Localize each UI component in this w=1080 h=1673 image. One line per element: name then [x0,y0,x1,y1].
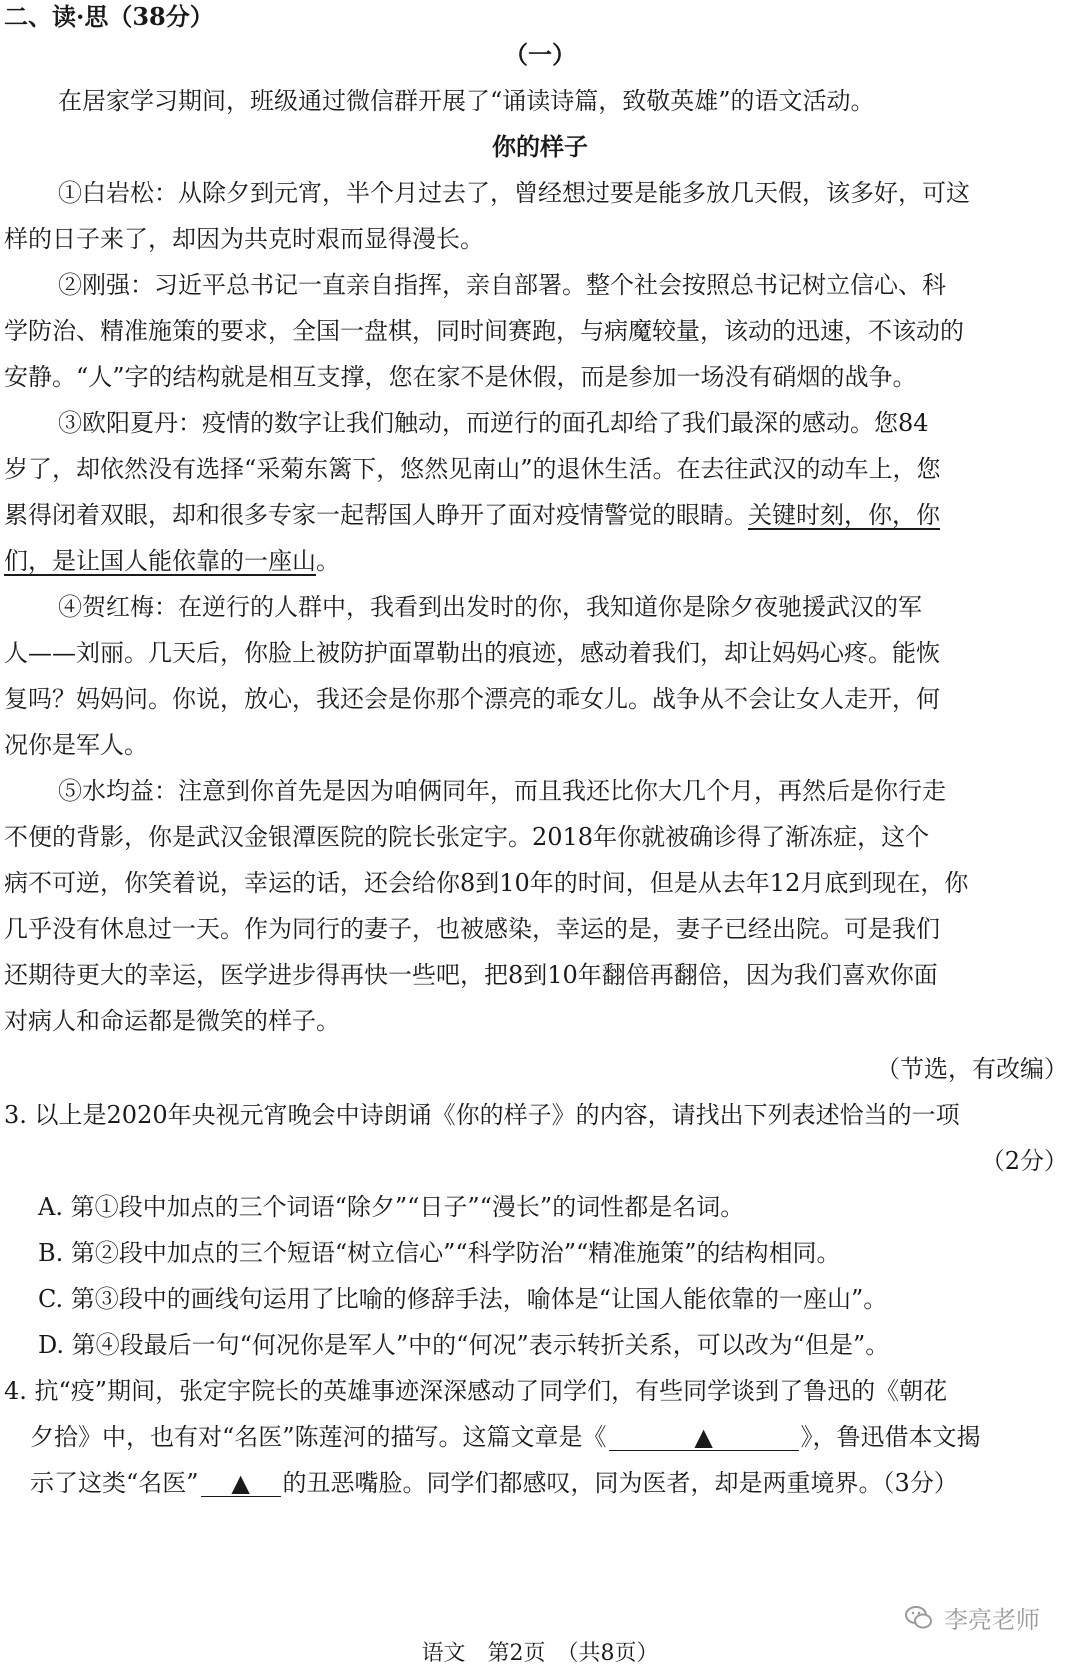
paragraph-3-line: ③欧阳夏丹：疫情的数字让我们触动，而逆行的面孔却给了我们最深的感动。您84 [58,409,929,437]
paragraph-4-line: 人——刘丽。几天后，你脸上被防护面罩勒出的痕迹，感动着我们，却让妈妈心疼。能恢 [4,639,940,667]
paragraph-5-line: ⑤水均益：注意到你首先是因为咱俩同年，而且我还比你大几个月，再然后是你行走 [58,777,946,805]
poem-title: 你的样子 [492,132,588,161]
section-title: 二、读·思（38分） [4,2,214,31]
underlined-sentence: 们，是让国人能依靠的一座山 [4,547,316,575]
question-3-stem: 3. 以上是2020年央视元宵晚会中诗朗诵《你的样子》的内容，请找出下列表述恰当的一项 [4,1101,960,1129]
question-4-line [0,1468,1080,1498]
paragraph-4-line: 况你是军人。 [4,731,148,759]
answer-blank[interactable] [201,1470,281,1497]
paragraph-3-text: 累得闭着双眼，却和很多专家一起帮国人睁开了面对疫情警觉的眼睛。 [4,501,748,529]
watermark [904,1600,1040,1635]
question-3-points: （2分） [980,1147,1068,1175]
option-c: C. 第③段中的画线句运用了比喻的修辞手法，喻体是“让国人能依靠的一座山”。 [38,1285,888,1313]
paragraph-3-line: 岁了，却依然没有选择“采菊东篱下，悠然见南山”的退休生活。在去往武汉的动车上，您 [4,455,941,483]
question-4-text: 的丑恶嘴脸。同学们都感叹，同为医者，却是两重境界。（3分） [282,1469,958,1497]
blank-triangle-marker: ▲ [231,1469,250,1497]
paragraph-2-line: ②刚强：习近平总书记一直亲自指挥，亲自部署。整个社会按照总书记树立信心、科 [58,271,946,299]
paragraph-2-line: 安静。“人”字的结构就是相互支撑，您在家不是休假，而是参加一场没有硝烟的战争。 [4,363,917,391]
question-4-text: 示了这类“名医” [30,1469,199,1497]
source-note: （节选，有改编） [876,1055,1068,1083]
option-a: A. 第①段中加点的三个词语“除夕”“日子”“漫长”的词性都是名词。 [38,1193,745,1221]
paragraph-3-line [0,500,1080,530]
paragraph-4-line: 复吗？妈妈问。你说，放心，我还会是你那个漂亮的乖女儿。战争从不会让女人走开，何 [4,685,940,713]
paragraph-1-line: ①白岩松：从除夕到元宵，半个月过去了，曾经想过要是能多放几天假，该多好，可这 [58,179,970,207]
answer-blank[interactable] [609,1424,799,1451]
paragraph-4-line: ④贺红梅：在逆行的人群中，我看到出发时的你，我知道你是除夕夜驰援武汉的军 [58,593,922,621]
underlined-sentence: 关键时刻，你，你 [748,501,940,529]
paragraph-3-line [0,546,1080,576]
paragraph-5-line: 几乎没有休息过一天。作为同行的妻子，也被感染，幸运的是，妻子已经出院。可是我们 [4,915,940,943]
paragraph-1-line: 样的日子来了，却因为共克时艰而显得漫长。 [4,225,484,253]
paragraph-2-line: 学防治、精准施策的要求，全国一盘棋，同时间赛跑，与病魔较量，该动的迅速，不该动的 [4,317,964,345]
paragraph-5-line: 病不可逆，你笑着说，幸运的话，还会给你8到10年的时间，但是从去年12月底到现在，你 [4,869,969,897]
part-title: （一） [504,40,576,69]
page-footer: 语文 第2页 （共8页） [421,1641,659,1666]
question-4-line [0,1422,1080,1452]
paragraph-5-line: 不便的背影，你是武汉金银潭医院的院长张定宇。2018年你就被确诊得了渐冻症，这个 [4,823,930,851]
question-4-text: 夕拾》中，也有对“名医”陈莲河的描写。这篇文章是《 [30,1423,607,1451]
option-b: B. 第②段中加点的三个短语“树立信心”“科学防治”“精准施策”的结构相同。 [38,1239,841,1267]
wechat-icon [904,1603,934,1633]
paragraph-5-line: 还期待更大的幸运，医学进步得再快一些吧，把8到10年翻倍再翻倍，因为我们喜欢你面 [4,961,938,989]
question-4-line: 4. 抗“疫”期间，张定宇院长的英雄事迹深深感动了同学们，有些同学谈到了鲁迅的《朝花 [4,1377,948,1405]
blank-triangle-marker: ▲ [694,1423,713,1451]
paragraph-3-text: 。 [316,547,340,575]
intro-text: 在居家学习期间，班级通过微信群开展了“诵读诗篇，致敬英雄”的语文活动。 [58,87,875,115]
paragraph-5-line: 对病人和命运都是微笑的样子。 [4,1007,340,1035]
question-4-text: 》，鲁迅借本文揭 [800,1423,981,1451]
watermark-text: 李亮老师 [944,1606,1040,1634]
option-d: D. 第④段最后一句“何况你是军人”中的“何况”表示转折关系，可以改为“但是”。 [38,1331,890,1359]
